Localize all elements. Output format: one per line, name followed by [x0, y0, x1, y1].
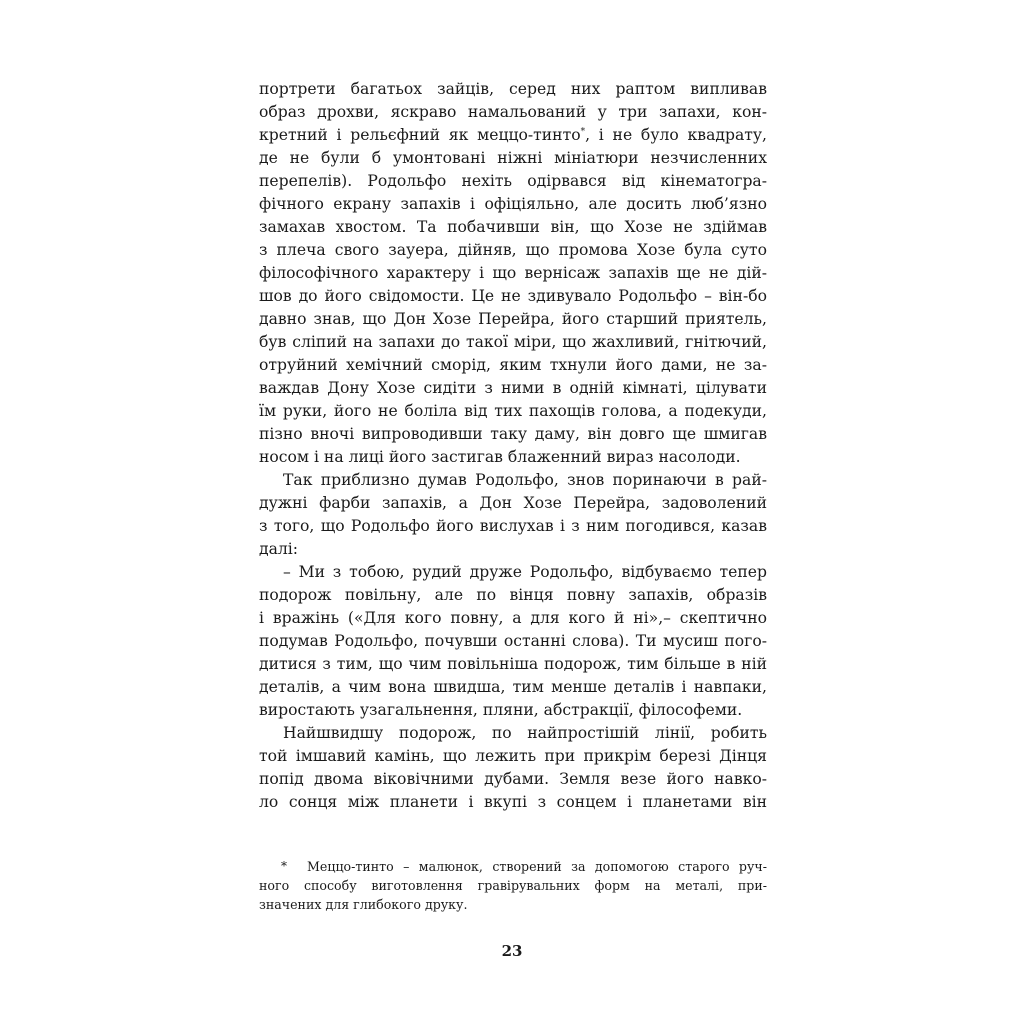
text-line: далі:	[259, 540, 299, 558]
text-line: подумав Родольфо, почувши останні слова). Ти мусиш пого-	[259, 632, 767, 650]
text-line: образ дрохви, яскраво намальований у три запахи, кон-	[259, 103, 767, 121]
text-line: пізно вночі випроводивши таку даму, він довго ще шмигав	[259, 425, 767, 443]
paragraph-1	[259, 78, 767, 469]
text-line: шов до його свідомости. Це не здивувало Родольфо – він-бо	[259, 287, 767, 305]
text-line: подорож повільну, але по вінця повну запахів, образів	[259, 586, 767, 604]
text-line: той імшавий камінь, що лежить при прикрім березі Дінця	[259, 747, 767, 765]
footnote-ref: *	[580, 126, 586, 137]
text-line: попід двома віковічними дубами. Земля везе його навко-	[259, 770, 767, 788]
text-line: отруйний хемічний сморід, яким тхнули його дами, не за-	[259, 356, 767, 374]
footnote-line: ного способу виготовлення гравірувальних форм на металі, при-	[259, 878, 767, 893]
page-number: 23	[501, 942, 523, 960]
text-line: і вражінь («Для кого повну, а для кого й ні»,– скептично	[259, 609, 767, 627]
text-line: перепелів). Родольфо нехіть одірвався від кінематогра-	[259, 172, 767, 190]
text-line: портрети багатьох зайців, серед них раптом випливав	[259, 80, 767, 98]
text-line: виростають узагальнення, пляни, абстракції, філософеми.	[259, 701, 743, 719]
text-line: де не були б умонтовані ніжні мініатюри незчисленних	[259, 149, 767, 167]
footnote-line: значених для глибокого друку.	[259, 897, 468, 912]
text-line: фічного екрану запахів і офіціяльно, але досить люб’язно	[259, 195, 767, 213]
text-line: давно знав, що Дон Хозе Перейра, його старший приятель,	[259, 310, 767, 328]
text-line: Так приблизно думав Родольфо, знов поринаючи в рай-	[283, 471, 767, 489]
paragraph-2	[259, 469, 767, 561]
text-line: важдав Дону Хозе сидіти з ними в одній кімнаті, цілувати	[259, 379, 767, 397]
text-line: Найшвидшу подорож, по найпростішій лінії, робить	[283, 724, 767, 742]
text-line: дитися з тим, що чим повільніша подорож, тим більше в ній	[259, 655, 767, 673]
footnote	[259, 857, 767, 914]
text-line: їм руки, його не боліла від тих пахощів голова, а подекуди,	[259, 402, 767, 420]
footnote-marker: *	[281, 859, 287, 873]
text-line: замахав хвостом. Та побачивши він, що Хозе не здіймав	[259, 218, 767, 236]
text-line: філософічного характеру і що вернісаж запахів ще не дій-	[259, 264, 767, 282]
text-line: деталів, а чим вона швидша, тим менше деталів і навпаки,	[259, 678, 767, 696]
paragraph-3	[259, 561, 767, 722]
text-line: ло сонця між планети і вкупі з сонцем і планетами він	[259, 793, 767, 811]
paragraph-4	[259, 722, 767, 814]
text-line: носом і на лиці його застигав блаженний вираз насолоди.	[259, 448, 741, 466]
text-line: кретний і рельєфний як меццо-тинто*, і не було квадрату,	[259, 126, 768, 144]
text-line: з того, що Родольфо його вислухав і з ним погодився, казав	[259, 517, 767, 535]
text-line: дужні фарби запахів, а Дон Хозе Перейра, задоволений	[259, 494, 767, 512]
text-line: – Ми з тобою, рудий друже Родольфо, відбуваємо тепер	[283, 563, 767, 581]
footnote-divider	[259, 848, 351, 852]
text-line: був сліпий на запахи до такої міри, що жахливий, гнітючий,	[259, 333, 767, 351]
footnote-line: Меццо-тинто – малюнок, створений за допомогою старого руч-	[307, 859, 767, 874]
main-text	[259, 78, 767, 814]
text-line: з плеча свого зауера, дійняв, що промова Хозе була суто	[259, 241, 767, 259]
